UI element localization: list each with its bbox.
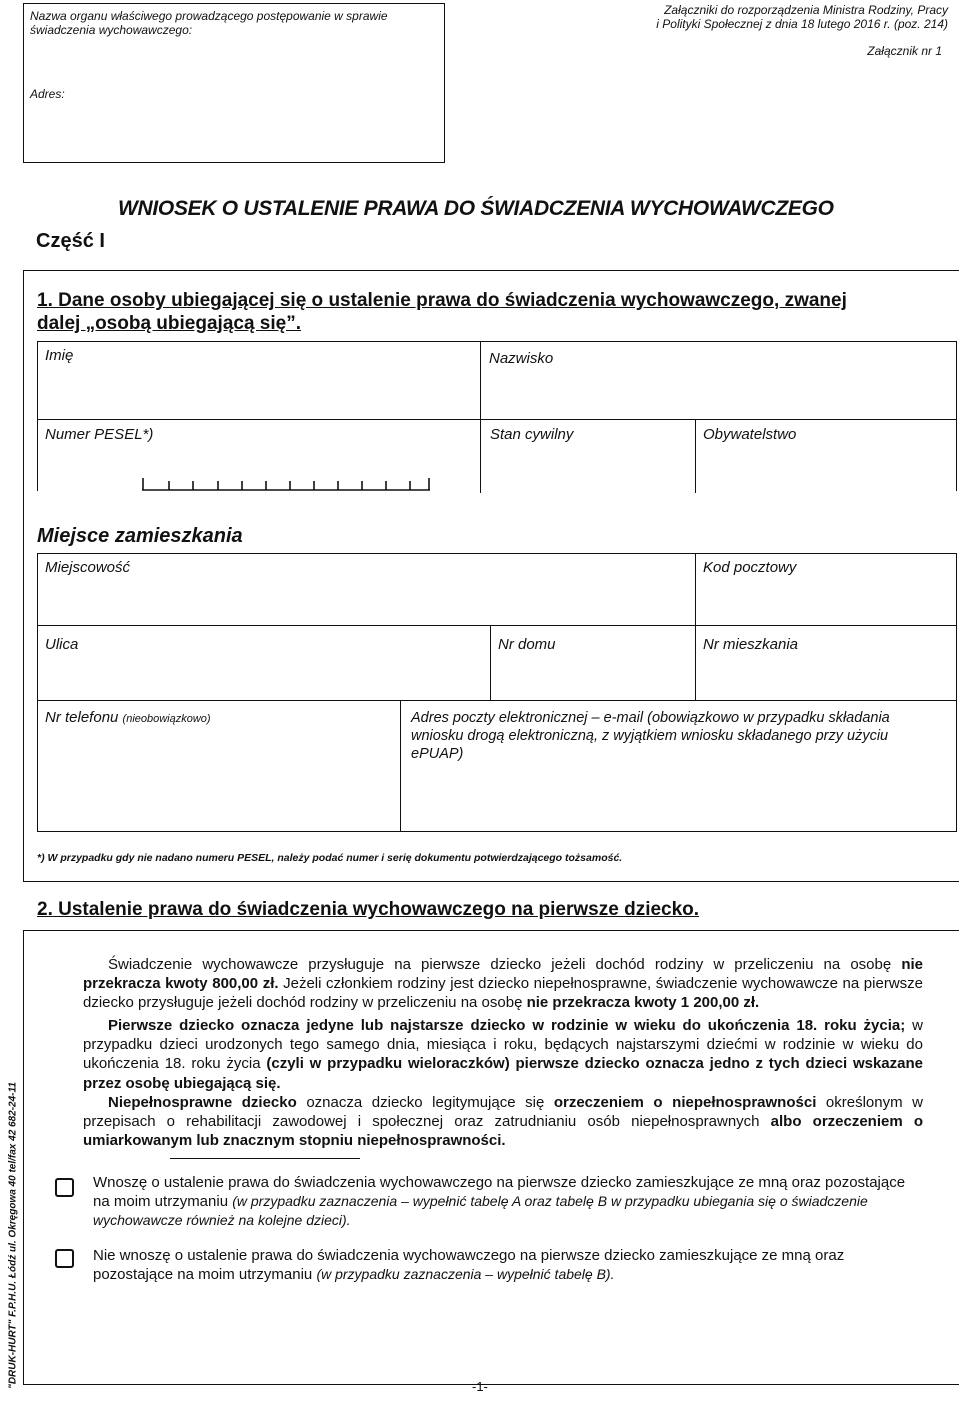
section2-paragraph-first-child: Pierwsze dziecko oznacza jedyne lub najstarsze dziecko w rodzinie w wieku do ukończenia 18. roku życia; w przypadku dzieci urodzonych tego samego dnia, miesiąca i roku, będących najstarszymi dziećmi w rodzinie w wieku do ukończenia 18. roku życia (czyli w przypadku wieloraczków) pierwsze dziecko oznacza jedno z tych dzieci wskazane przez osobę ubiegającą się. [83,1017,923,1092]
apply-first-child-checkbox[interactable] [55,1178,74,1197]
apply-first-child-text: Wnoszę o ustalenie prawa do świadczenia wychowawczego na pierwsze dziecko zamieszkujące ze mną oraz pozostające na moim utrzymaniu (w przypadku zaznaczenia – wypełnić tabelę A oraz tabelę B w przypadku ubiegania się o świadczenie wychowawcze również na kolejne dzieci). [93,1174,906,1229]
citizenship-label: Obywatelstwo [703,426,797,443]
organ-box [23,3,445,163]
city-label: Miejscowość [45,559,131,576]
residence-title: Miejsce zamieszkania [37,525,243,547]
email-field[interactable] [405,770,954,828]
phone-label: Nr telefonu (nieobowiązkowo) [45,709,211,726]
not-apply-first-child-checkbox[interactable] [55,1249,74,1268]
attachment-label: Załącznik nr 1 [867,44,942,58]
marital-status-label: Stan cywilny [490,426,574,443]
organ-label: Nazwa organu właściwego prowadzącego postępowanie w sprawie świadczenia wychowawczego: [30,9,388,37]
page-number: -1- [472,1379,488,1394]
last-name-label: Nazwisko [489,350,554,367]
street-field[interactable] [40,657,486,697]
address-label: Adres: [30,87,65,101]
citizenship-field[interactable] [699,448,954,488]
section2-paragraph-disabled-child: Niepełnosprawne dziecko oznacza dziecko legitymujące się orzeczeniem o niepełnosprawności określonym w przepisach o rehabilitacji zawodowej i społecznej oraz zatrudnianiu osób niepełnosprawnych albo orzeczeniem o umiarkowanym lub znacznym stopniu niepełnosprawności. [83,1094,924,1150]
pesel-digit-boxes[interactable] [142,470,432,492]
regulation-note: Załączniki do rozporządzenia Ministra Rodziny, Pracy i Polityki Społecznej z dnia 18 lutego 2016 r. (poz. 214) [656,3,948,31]
first-name-field[interactable] [40,370,476,416]
pesel-footnote: *) W przypadku gdy nie nadano numeru PESEL, należy podać numer i serię dokumentu potwierdzającego tożsamość. [37,852,623,864]
marital-status-field[interactable] [484,448,692,488]
part-label: Część I [36,230,105,252]
house-no-field[interactable] [494,657,692,697]
section2-paragraph-income: Świadczenie wychowawcze przysługuje na pierwsze dziecko jeżeli dochód rodziny w przeliczeniu na osobę nie przekracza kwoty 800,00 zł. Jeżeli członkiem rodziny jest dziecko niepełnosprawne, świadczenie wychowawcze na pierwsze dziecko przysługuje jeżeli dochód rodziny w przeliczeniu na osobę nie przekracza kwoty 1 200,00 zł. [83,956,923,1012]
city-field[interactable] [40,580,692,622]
form-title: WNIOSEK O USTALENIE PRAWA DO ŚWIADCZENIA WYCHOWAWCZEGO [118,197,834,220]
phone-field[interactable] [40,740,396,828]
printer-imprint: "DRUK-HURT" F.P.H.U. Łódź ul. Okręgowa 40 tel/fax 42 682-24-11 [7,1082,19,1389]
last-name-field[interactable] [484,372,954,416]
street-label: Ulica [45,636,79,653]
postal-code-label: Kod pocztowy [703,559,797,576]
section2-title: 2. Ustalenie prawa do świadczenia wychowawczego na pierwsze dziecko. [37,899,700,920]
email-label: Adres poczty elektronicznej – e-mail (obowiązkowo w przypadku składania wniosku drogą elektroniczną, z wyjątkiem wniosku składanego przy użyciu ePUAP) [411,710,890,762]
apartment-no-label: Nr mieszkania [703,636,799,653]
not-apply-first-child-text: Nie wnoszę o ustalenie prawa do świadczenia wychowawczego na pierwsze dziecko zamieszkujące ze mną oraz pozostające na moim utrzymaniu (w przypadku zaznaczenia – wypełnić tabelę B). [93,1247,845,1284]
pesel-label: Numer PESEL*) [45,426,154,443]
house-no-label: Nr domu [498,636,556,653]
postal-code-field[interactable] [699,580,954,622]
section1-title: 1. Dane osoby ubiegającej się o ustalenie prawa do świadczenia wychowawczego, zwanej dalej „osobą ubiegającą się”. [37,290,847,334]
first-name-label: Imię [45,347,74,364]
apartment-no-field[interactable] [699,657,954,697]
